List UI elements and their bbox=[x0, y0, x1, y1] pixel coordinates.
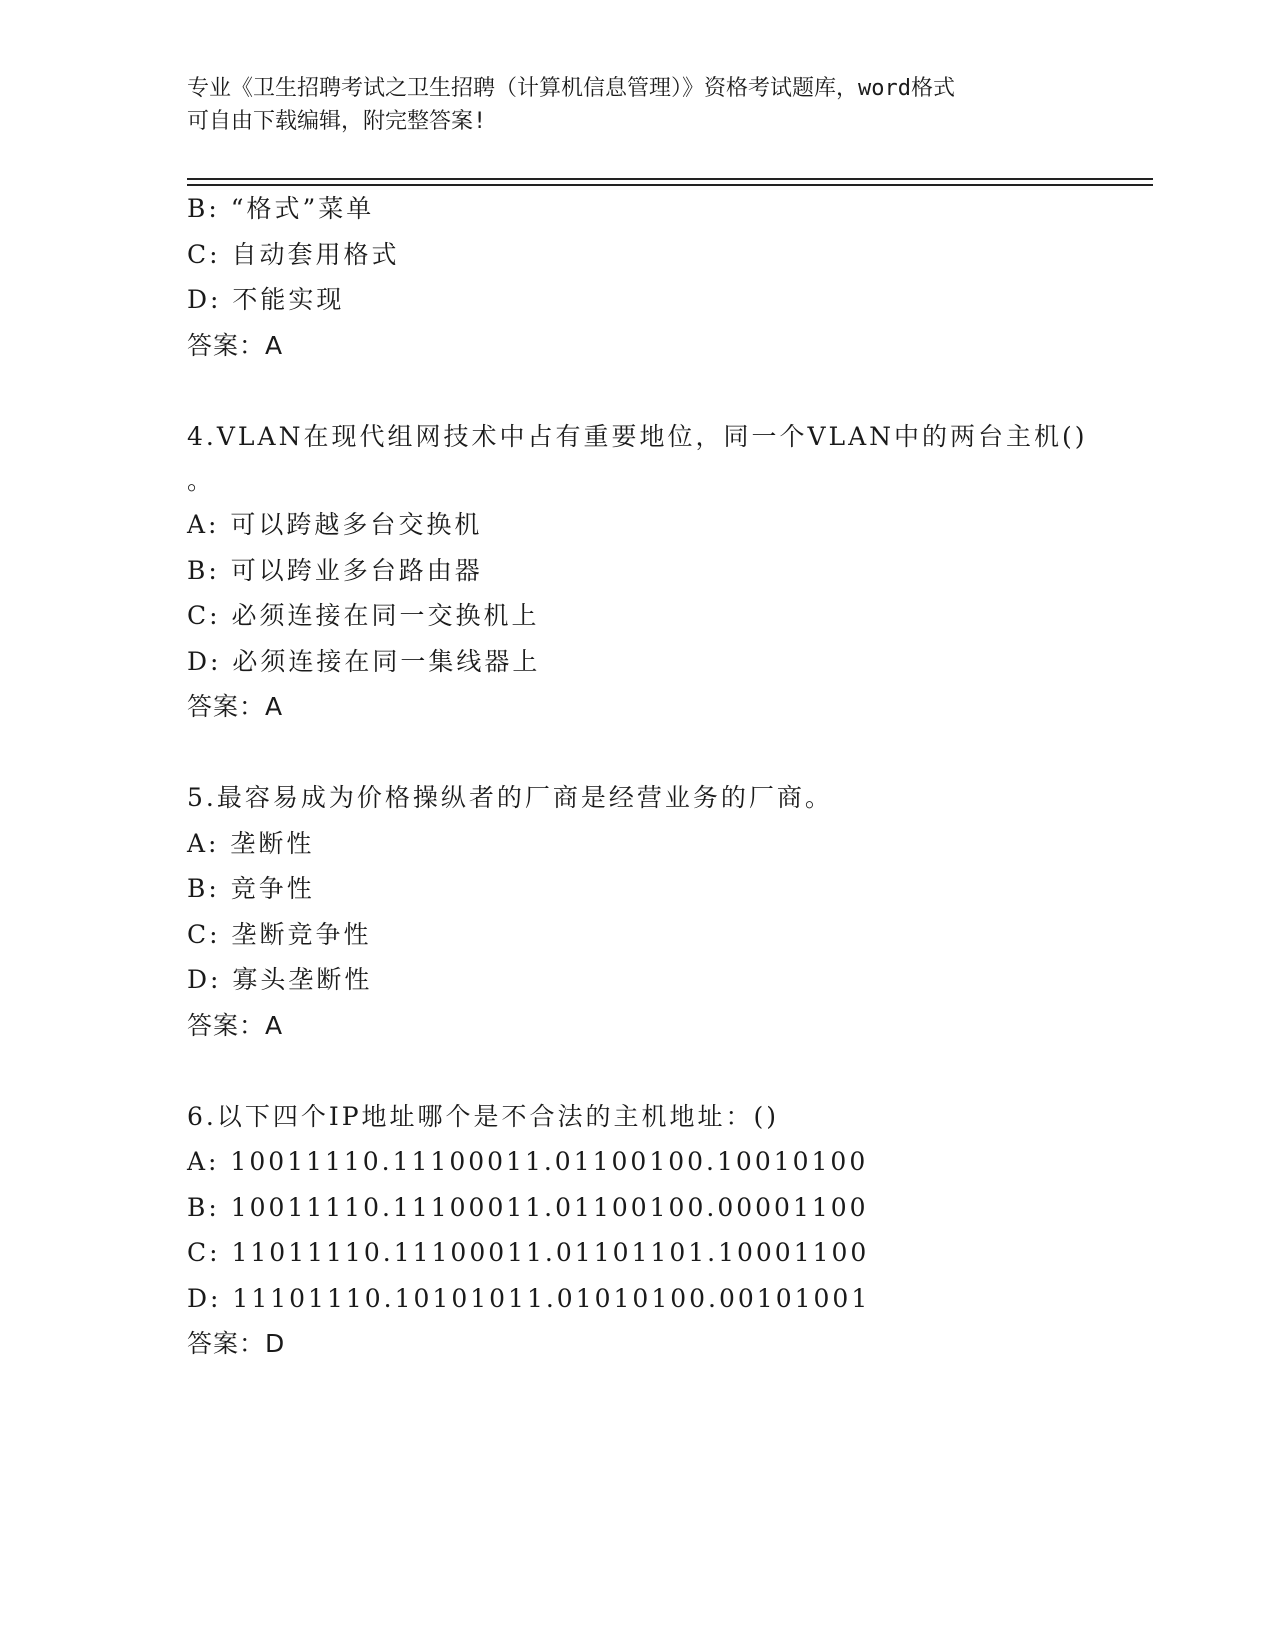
option-a: A: 垄断性 bbox=[187, 828, 315, 858]
question-stem-continuation: 。 bbox=[187, 466, 213, 495]
option-d: D: 寡头垄断性 bbox=[187, 965, 373, 994]
option-b: B: 可以跨业多台路由器 bbox=[187, 555, 483, 585]
question-4 bbox=[187, 414, 1087, 730]
option-a: A: 可以跨越多台交换机 bbox=[187, 510, 483, 539]
question-5 bbox=[187, 775, 1087, 1048]
option-c: C: 垄断竞争性 bbox=[187, 919, 372, 949]
option-b: B: 10011110.11100011.01100100.00001100 bbox=[187, 1192, 869, 1222]
option-c: C: 自动套用格式 bbox=[187, 239, 400, 269]
question-stem: 4.VLAN在现代组网技术中占有重要地位，同一个VLAN中的两台主机() bbox=[187, 421, 1088, 451]
document-header bbox=[187, 72, 1087, 138]
answer: 答案：A bbox=[187, 1010, 284, 1040]
option-c: C: 11011110.11100011.01101101.10001100 bbox=[187, 1238, 870, 1267]
answer: 答案：A bbox=[187, 330, 284, 360]
question-stem: 6.以下四个IP地址哪个是不合法的主机地址：() bbox=[187, 1101, 780, 1131]
option-d: D: 11101110.10101011.01010100.00101001 bbox=[187, 1283, 871, 1313]
header-line-2: 可自由下载编辑，附完整答案! bbox=[187, 109, 487, 134]
spacer bbox=[187, 368, 1087, 414]
option-c: C: 必须连接在同一交换机上 bbox=[187, 601, 540, 630]
spacer bbox=[187, 730, 1087, 776]
answer: 答案：D bbox=[187, 1329, 286, 1358]
option-d: D: 不能实现 bbox=[187, 285, 345, 314]
header-divider-top bbox=[187, 178, 1153, 180]
option-a: A: 10011110.11100011.01100100.10010100 bbox=[187, 1147, 869, 1176]
header-line-1: 专业《卫生招聘考试之卫生招聘（计算机信息管理）》资格考试题库，word格式 bbox=[187, 76, 955, 101]
question-list bbox=[187, 186, 1087, 1367]
question-6 bbox=[187, 1094, 1087, 1367]
spacer bbox=[187, 1048, 1087, 1094]
answer: 答案：A bbox=[187, 692, 284, 721]
option-b: B: “格式”菜单 bbox=[187, 194, 375, 223]
question-3-tail bbox=[187, 186, 1087, 368]
option-b: B: 竞争性 bbox=[187, 874, 315, 903]
option-d: D: 必须连接在同一集线器上 bbox=[187, 646, 541, 676]
question-stem: 5.最容易成为价格操纵者的厂商是经营业务的厂商。 bbox=[187, 783, 833, 812]
